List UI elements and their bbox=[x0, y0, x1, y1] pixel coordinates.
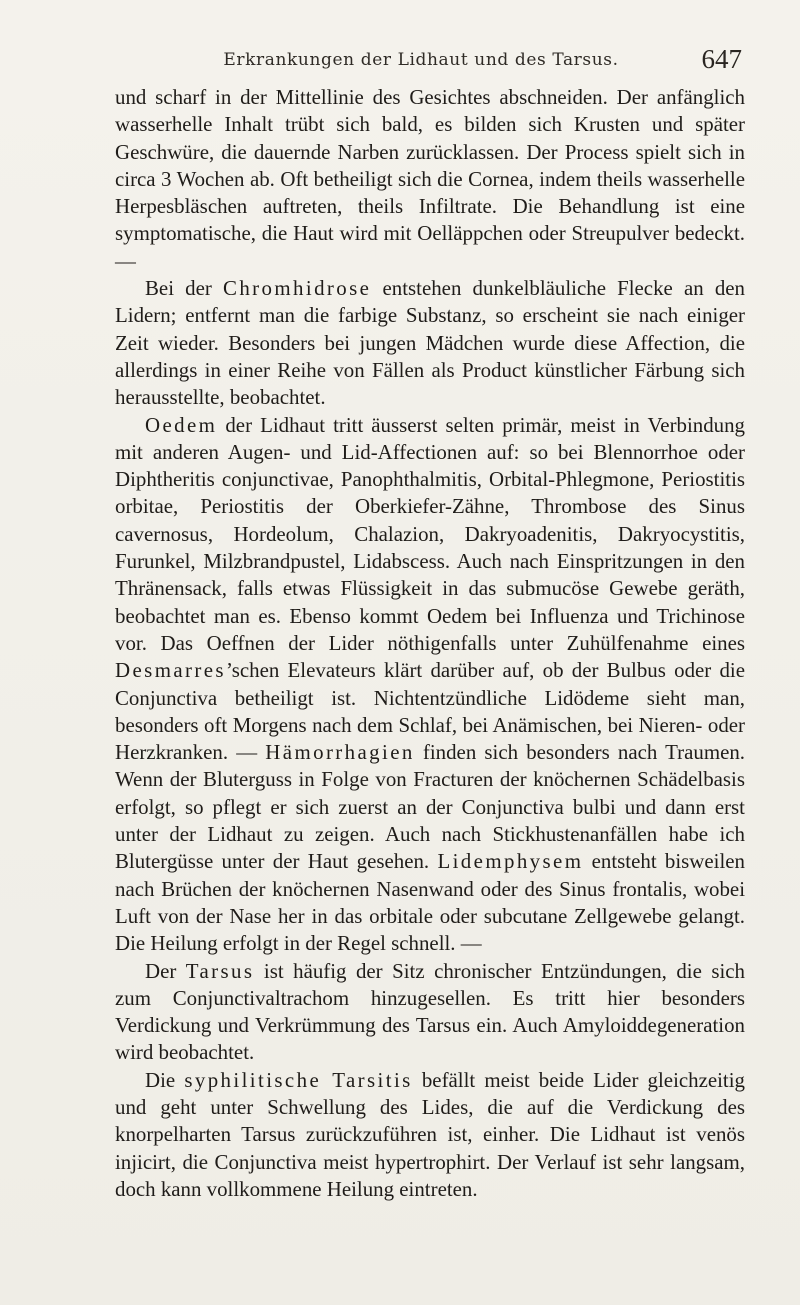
paragraph-herpes-continuation bbox=[115, 84, 745, 275]
running-title: Erkrankungen der Lidhaut und des Tarsus. bbox=[223, 50, 619, 70]
text-run: Der bbox=[145, 958, 186, 983]
text-run: der Lidhaut tritt äusserst selten primär, meist in Verbindung mit anderen Augen- und Lid-Affectionen auf: so bei Blennorrhoe oder Diphtheritis conjunctivae, Panophthalmitis, Orbital-Phlegmone, Periostitis orbitae, Periostitis der Oberkiefer-Zähne, Thrombose des Sinus cavernosus, Hordeolum, Chalazion, Dakryoadenitis, Dakryocystitis, Furunkel, Milzbrandpustel, Lidabscess. Auch nach Einspritzungen in den Thränensack, falls etwas Flüssigkeit in das submucöse Gewebe geräth, beobachtet man es. Ebenso kommt Oedem bei Influenza und Trichinose vor. Das Oeffnen der Lider nöthigenfalls unter Zuhülfenahme eines bbox=[115, 412, 745, 655]
spaced-term-oedem: Oedem bbox=[145, 412, 218, 437]
spaced-term-syphilitische-tarsitis: syphilitische Tarsitis bbox=[184, 1067, 413, 1092]
text-run: befällt meist beide Lider gleichzeitig und geht unter Schwellung des Lides, die auf die Verdickung des knorpelharten Tarsus zurückzuführen ist, einher. Die Lidhaut ist venös injicirt, die Conjunctiva meist hypertrophirt. Der Verlauf ist sehr langsam, doch kann vollkommene Heilung eintreten. bbox=[115, 1067, 745, 1201]
text-run: ’schen Elevateurs klärt darüber auf, ob der Bulbus oder die Conjunctiva betheiligt ist. Nichtentzündliche Lidödeme sieht man, besonders oft Morgens nach dem Schlaf, bei Anämischen, bei Nieren- oder Herzkranken. — bbox=[115, 658, 745, 765]
paragraph-syphilitische-tarsitis bbox=[115, 1067, 745, 1203]
text-run: entsteht bisweilen nach Brüchen der knöchernen Nasenwand oder des Sinus frontalis, wobei Luft von der Nase her in das orbitale oder subcutane Zellgewebe gelangt. Die Heilung erfolgt in der Regel schnell. — bbox=[115, 849, 745, 956]
paragraph-oedem bbox=[115, 412, 745, 958]
body-text bbox=[115, 84, 745, 1203]
text-run: Bei der bbox=[145, 276, 223, 301]
text-run: Die bbox=[145, 1067, 185, 1092]
text-run: entstehen dunkelbläuliche Flecke an den Lidern; entfernt man die farbige Substanz, so erscheint sie nach einiger Zeit wieder. Besonders bei jungen Mädchen wurde diese Affection, die allerdings in einer Reihe von Fällen als Product künstlicher Färbung sich herausstellte, beobachtet. bbox=[115, 276, 745, 410]
page-number: 647 bbox=[701, 44, 742, 74]
spaced-term-haemorrhagien: Hämorrhagien bbox=[265, 740, 415, 765]
spaced-term-tarsus: Tarsus bbox=[185, 958, 255, 983]
spaced-term-chromhidrose: Chromhidrose bbox=[223, 276, 372, 301]
paragraph-tarsus bbox=[115, 958, 745, 1067]
page-header bbox=[100, 44, 742, 84]
text-run: ist häufig der Sitz chronischer Entzündungen, die sich zum Conjunctivaltrachom hinzugesellen. Es tritt hier besonders Verdickung und Verkrümmung des Tarsus ein. Auch Amyloiddegeneration wird beobachtet. bbox=[115, 958, 745, 1065]
paragraph-chromhidrose bbox=[115, 275, 745, 411]
spaced-name-desmarres: Desmarres bbox=[115, 658, 226, 683]
text-run: finden sich besonders nach Traumen. Wenn der Bluterguss in Folge von Fracturen der knöchernen Schädelbasis erfolgt, so pflegt er sich zuerst an der Conjunctiva bulbi und dann erst unter der Lidhaut zu zeigen. Auch nach Stickhustenanfällen habe ich Blutergüsse unter der Haut gesehen. bbox=[115, 740, 746, 874]
text-run: und scharf in der Mittellinie des Gesichtes abschneiden. Der anfänglich wasserhelle Inhalt trübt sich bald, es bilden sich Krusten und später Geschwüre, die dauernde Narben zurücklassen. Der Process spielt sich in circa 3 Wochen ab. Oft betheiligt sich die Cornea, indem theils wasserhelle Herpesbläschen auftreten, theils Infiltrate. Die Behandlung ist eine symptomatische, die Haut wird mit Oelläppchen oder Streupulver bedeckt. — bbox=[115, 85, 745, 273]
spaced-term-lidemphysem: Lidemphysem bbox=[437, 849, 584, 874]
